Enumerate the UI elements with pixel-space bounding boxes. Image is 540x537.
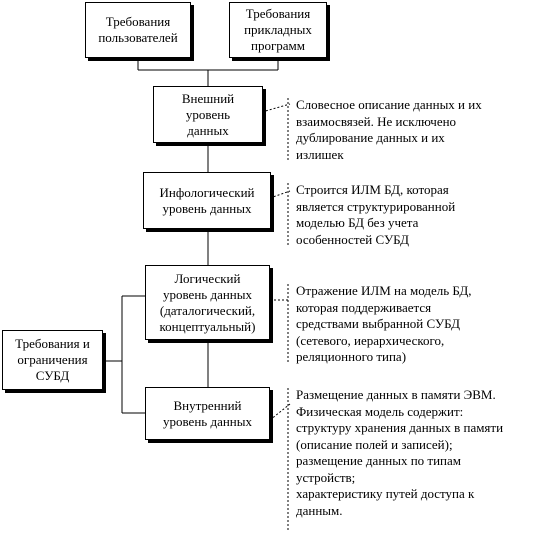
box-user-requirements-label: Требования пользователей — [98, 14, 178, 45]
note-infological: Строится ИЛМ БД, которая является структурированной моделью БД без учета особенностей СУБД — [296, 182, 456, 247]
box-app-requirements-label: Требования прикладных программ — [244, 6, 312, 53]
box-dbms-requirements-label: Требования и ограничения СУБД — [15, 336, 90, 383]
box-app-requirements — [229, 2, 327, 58]
box-external-level — [153, 86, 263, 143]
box-external-level-label: Внешний уровень данных — [181, 90, 235, 138]
leader-internal — [270, 404, 290, 420]
note-internal: Размещение данных в памяти ЭВМ. Физическая модель содержит: структуру хранения данных в памяти (описание полей и записей); размещение данных по типам устройств; характеристику путей доступа к данным. — [296, 387, 504, 518]
note-external: Словесное описание данных и их взаимосвязей. Не исключено дублирование данных и их излишек — [296, 97, 482, 162]
box-logical-level — [145, 265, 270, 340]
note-logical: Отражение ИЛМ на модель БД, которая поддерживается средствами выбранной СУБД (сетевого, иерархического, реляционного типа) — [296, 283, 472, 364]
box-logical-level-label: Логический уровень данных (даталогический, концептуальный) — [159, 270, 256, 334]
box-internal-level-label: Внутренний уровень данных — [162, 397, 252, 429]
box-infological-level — [143, 172, 271, 229]
leader-infological — [270, 191, 290, 198]
box-internal-level — [145, 387, 270, 440]
box-infological-level-label: Инфологический уровень данных — [159, 184, 255, 216]
leader-external — [262, 104, 290, 112]
box-dbms-requirements — [2, 330, 103, 390]
box-user-requirements — [85, 2, 191, 58]
